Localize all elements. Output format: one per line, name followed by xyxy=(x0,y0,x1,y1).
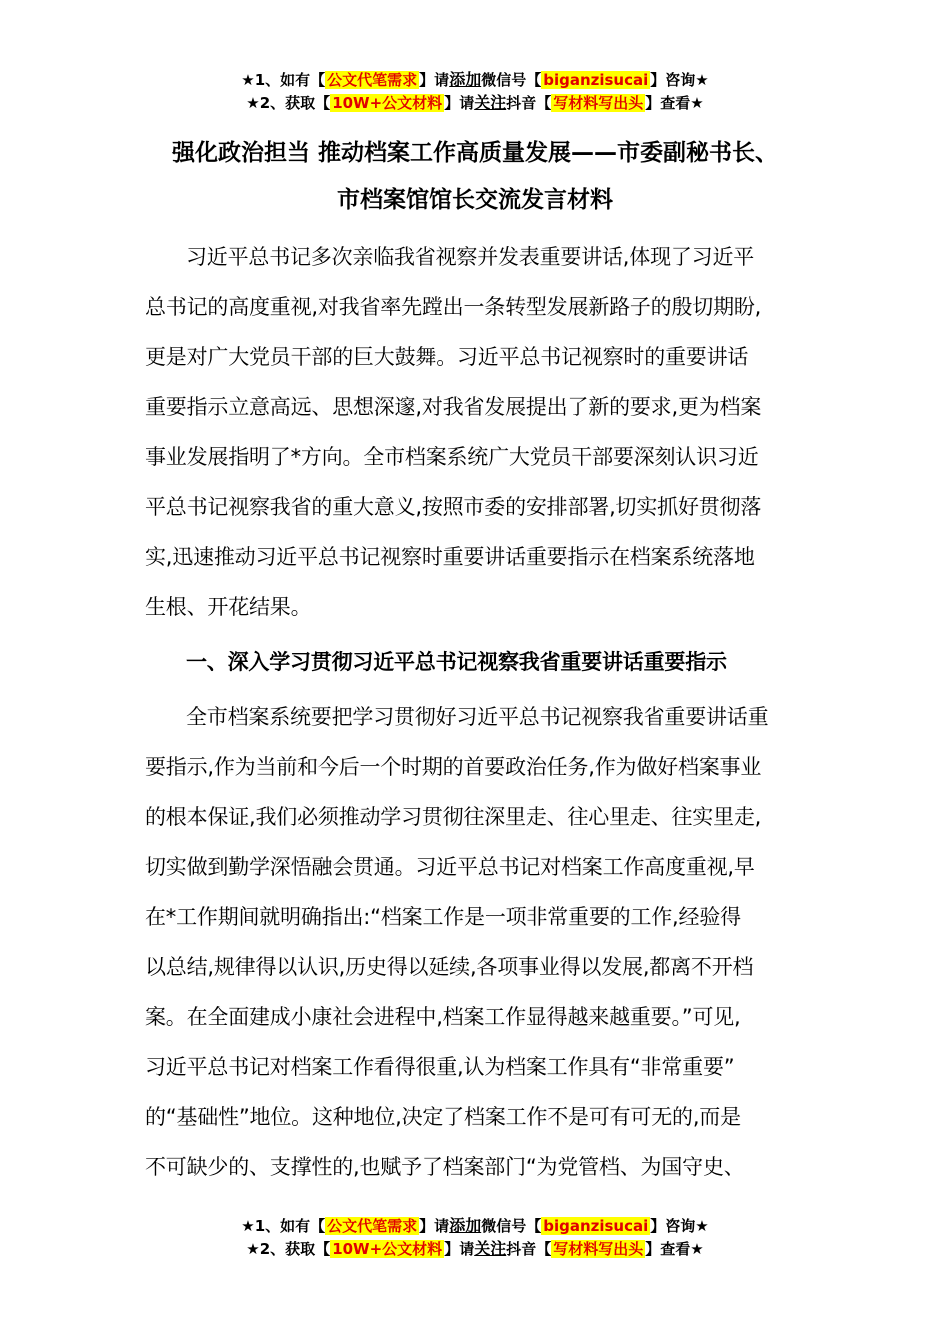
body-line: 切实做到勤学深悟融会贯通。习近平总书记对档案工作高度重视,早 xyxy=(145,855,755,879)
ad-underlined: 关注 xyxy=(474,93,507,112)
ad-text: ★1、如有【 xyxy=(241,71,326,89)
body-line: 案。在全面建成小康社会进程中,档案工作显得越来越重要。”可见, xyxy=(145,1005,741,1029)
ad-text: ★1、如有【 xyxy=(241,1217,326,1235)
ad-text: 】查看★ xyxy=(645,94,704,112)
body-line: 的根本保证,我们必须推动学习贯彻往深里走、往心里走、往实里走, xyxy=(145,805,762,829)
ad-underlined: 添加 xyxy=(449,1216,482,1235)
ad-text: 】查看★ xyxy=(645,1240,704,1258)
ad-text: 微信号【 xyxy=(481,71,542,89)
ad-text: 】请 xyxy=(444,1240,475,1258)
body-line: 事业发展指明了*方向。全市档案系统广大党员干部要深刻认识习近 xyxy=(145,445,759,469)
ad-banner-bottom-line-2 xyxy=(0,1238,950,1260)
ad-banner-bottom-line-1 xyxy=(0,1215,950,1237)
ad-banner-top-line-1 xyxy=(0,69,950,91)
douyin-highlight: 写材料写出头 xyxy=(553,94,644,112)
document-title-line-1: 强化政治担当 推动档案工作高质量发展——市委副秘书长、 xyxy=(171,140,778,166)
ad-text: 】咨询★ xyxy=(650,71,709,89)
ad-text: 抖音【 xyxy=(506,94,552,112)
body-line: 更是对广大党员干部的巨大鼓舞。习近平总书记视察时的重要讲话 xyxy=(145,345,749,369)
body-line: 不可缺少的、支撑性的,也赋予了档案部门“为党管档、为国守史、 xyxy=(145,1155,745,1179)
ad-highlight: 公文代笔需求 xyxy=(327,1217,418,1235)
body-line: 以总结,规律得以认识,历史得以延续,各项事业得以发展,都离不开档 xyxy=(145,955,754,979)
ad-underlined: 添加 xyxy=(449,70,482,89)
body-line: 在*工作期间就明确指出:“档案工作是一项非常重要的工作,经验得 xyxy=(145,905,741,929)
douyin-highlight: 写材料写出头 xyxy=(553,1240,644,1258)
ad-banner-top-line-2 xyxy=(0,92,950,114)
ad-highlight: 10W+公文材料 xyxy=(332,1240,443,1258)
section-heading: 一、深入学习贯彻习近平总书记视察我省重要讲话重要指示 xyxy=(186,650,727,674)
body-line: 要指示,作为当前和今后一个时期的首要政治任务,作为做好档案事业 xyxy=(145,755,762,779)
body-line: 的“基础性”地位。这种地位,决定了档案工作不是可有可无的,而是 xyxy=(145,1105,741,1129)
ad-highlight: 公文代笔需求 xyxy=(327,71,418,89)
body-line: 全市档案系统要把学习贯彻好习近平总书记视察我省重要讲话重 xyxy=(186,705,769,729)
ad-text: 微信号【 xyxy=(481,1217,542,1235)
ad-text: 】请 xyxy=(419,1217,450,1235)
wechat-id-highlight: biganzisucai xyxy=(543,1217,649,1235)
ad-text: 抖音【 xyxy=(506,1240,552,1258)
ad-text: 】咨询★ xyxy=(650,1217,709,1235)
ad-underlined: 关注 xyxy=(474,1239,507,1258)
body-line: 生根、开花结果。 xyxy=(145,595,312,619)
document-title-line-2: 市档案馆馆长交流发言材料 xyxy=(337,187,613,213)
body-line: 习近平总书记对档案工作看得很重,认为档案工作具有“非常重要” xyxy=(145,1055,735,1079)
wechat-id-highlight: biganzisucai xyxy=(543,71,649,89)
ad-text: 】请 xyxy=(444,94,475,112)
ad-text: ★2、获取【 xyxy=(246,1240,331,1258)
ad-text: ★2、获取【 xyxy=(246,94,331,112)
body-line: 重要指示立意高远、思想深邃,对我省发展提出了新的要求,更为档案 xyxy=(145,395,762,419)
body-line: 习近平总书记多次亲临我省视察并发表重要讲话,体现了习近平 xyxy=(186,245,755,269)
body-line: 实,迅速推动习近平总书记视察时重要讲话重要指示在档案系统落地 xyxy=(145,545,755,569)
ad-text: 】请 xyxy=(419,71,450,89)
body-line: 平总书记视察我省的重大意义,按照市委的安排部署,切实抓好贯彻落 xyxy=(145,495,762,519)
ad-highlight: 10W+公文材料 xyxy=(332,94,443,112)
body-line: 总书记的高度重视,对我省率先蹚出一条转型发展新路子的殷切期盼, xyxy=(145,295,762,319)
